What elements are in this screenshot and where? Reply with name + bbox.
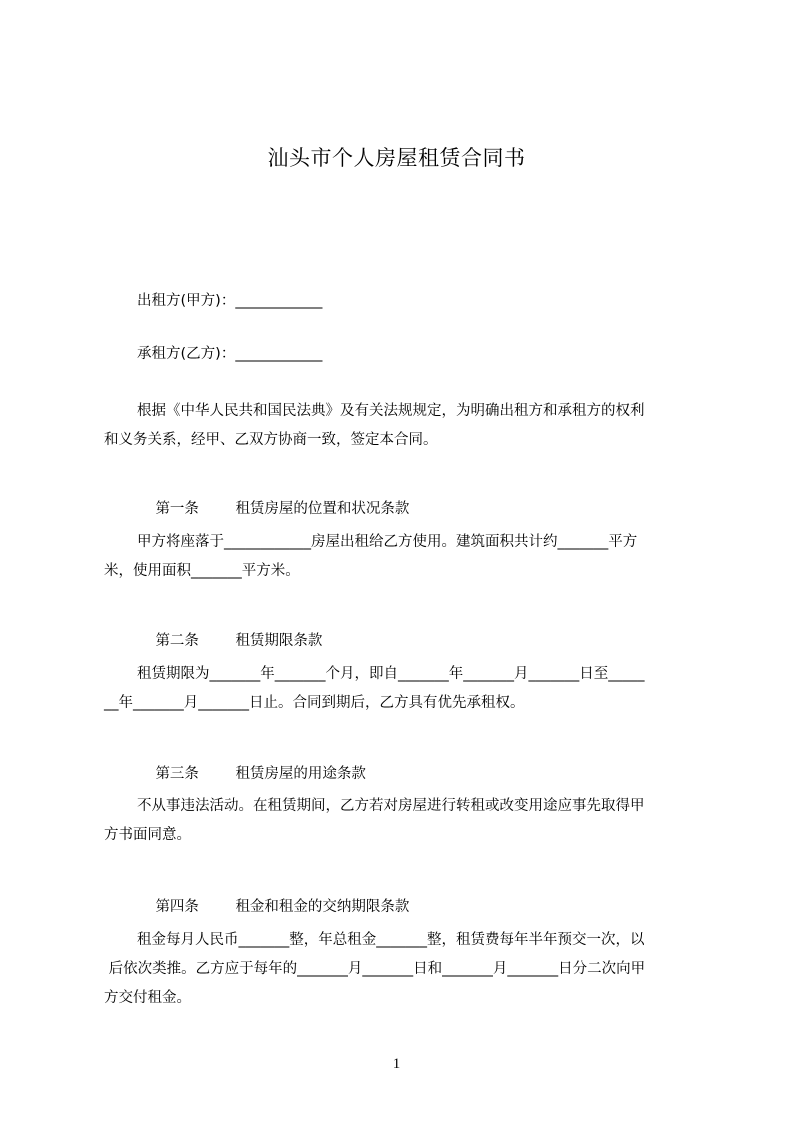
article-line: 租金每月人民币_______整，年总租金_______整，租赁费每年半年预交一次，以 <box>137 932 645 948</box>
article-title: 租赁期限条款 <box>235 633 323 649</box>
article-line: 不从事违法活动。在租赁期间，乙方若对房屋进行转租或改变用途应事先取得甲 <box>137 798 645 814</box>
article-number: 第三条 <box>155 766 199 782</box>
lessor-line: 出租方(甲方)：____________ <box>137 293 323 309</box>
page-number: 1 <box>392 1056 401 1072</box>
article-number: 第二条 <box>155 633 199 649</box>
article-line: 租赁期限为_______年_______个月，即自_______年_______月_______日至_____ <box>137 666 645 682</box>
article-body <box>104 792 704 850</box>
article-number: 第四条 <box>155 899 199 915</box>
article-line: 甲方将座落于____________房屋出租给乙方使用。建筑面积共计约_______平方 <box>137 534 638 550</box>
article-line: 后依次类推。乙方应于每年的_______月_______日和_______月_______日分二次向甲 <box>104 961 646 977</box>
article-body <box>104 926 704 1013</box>
article-title: 租金和租金的交纳期限条款 <box>235 899 410 915</box>
article-line: 米，使用面积_______平方米。 <box>104 563 300 579</box>
article-title: 租赁房屋的用途条款 <box>235 766 366 782</box>
lessee-line: 承租方(乙方)：____________ <box>137 346 323 362</box>
intro-paragraph <box>104 397 704 455</box>
article-number: 第一条 <box>155 501 199 517</box>
document-title: 汕头市个人房屋租赁合同书 <box>267 146 526 170</box>
article-title: 租赁房屋的位置和状况条款 <box>235 501 410 517</box>
intro-line: 和义务关系，经甲、乙双方协商一致，签定本合同。 <box>104 432 438 448</box>
article-line: 方书面同意。 <box>104 827 191 843</box>
article-line: __年_______月_______日止。合同到期后，乙方具有优先承租权。 <box>104 695 525 711</box>
intro-line: 根据《中华人民共和国民法典》及有关法规规定，为明确出租方和承租方的权利 <box>137 403 645 419</box>
article-body <box>104 660 704 718</box>
article-line: 方交付租金。 <box>104 990 191 1006</box>
article-body <box>104 528 704 586</box>
